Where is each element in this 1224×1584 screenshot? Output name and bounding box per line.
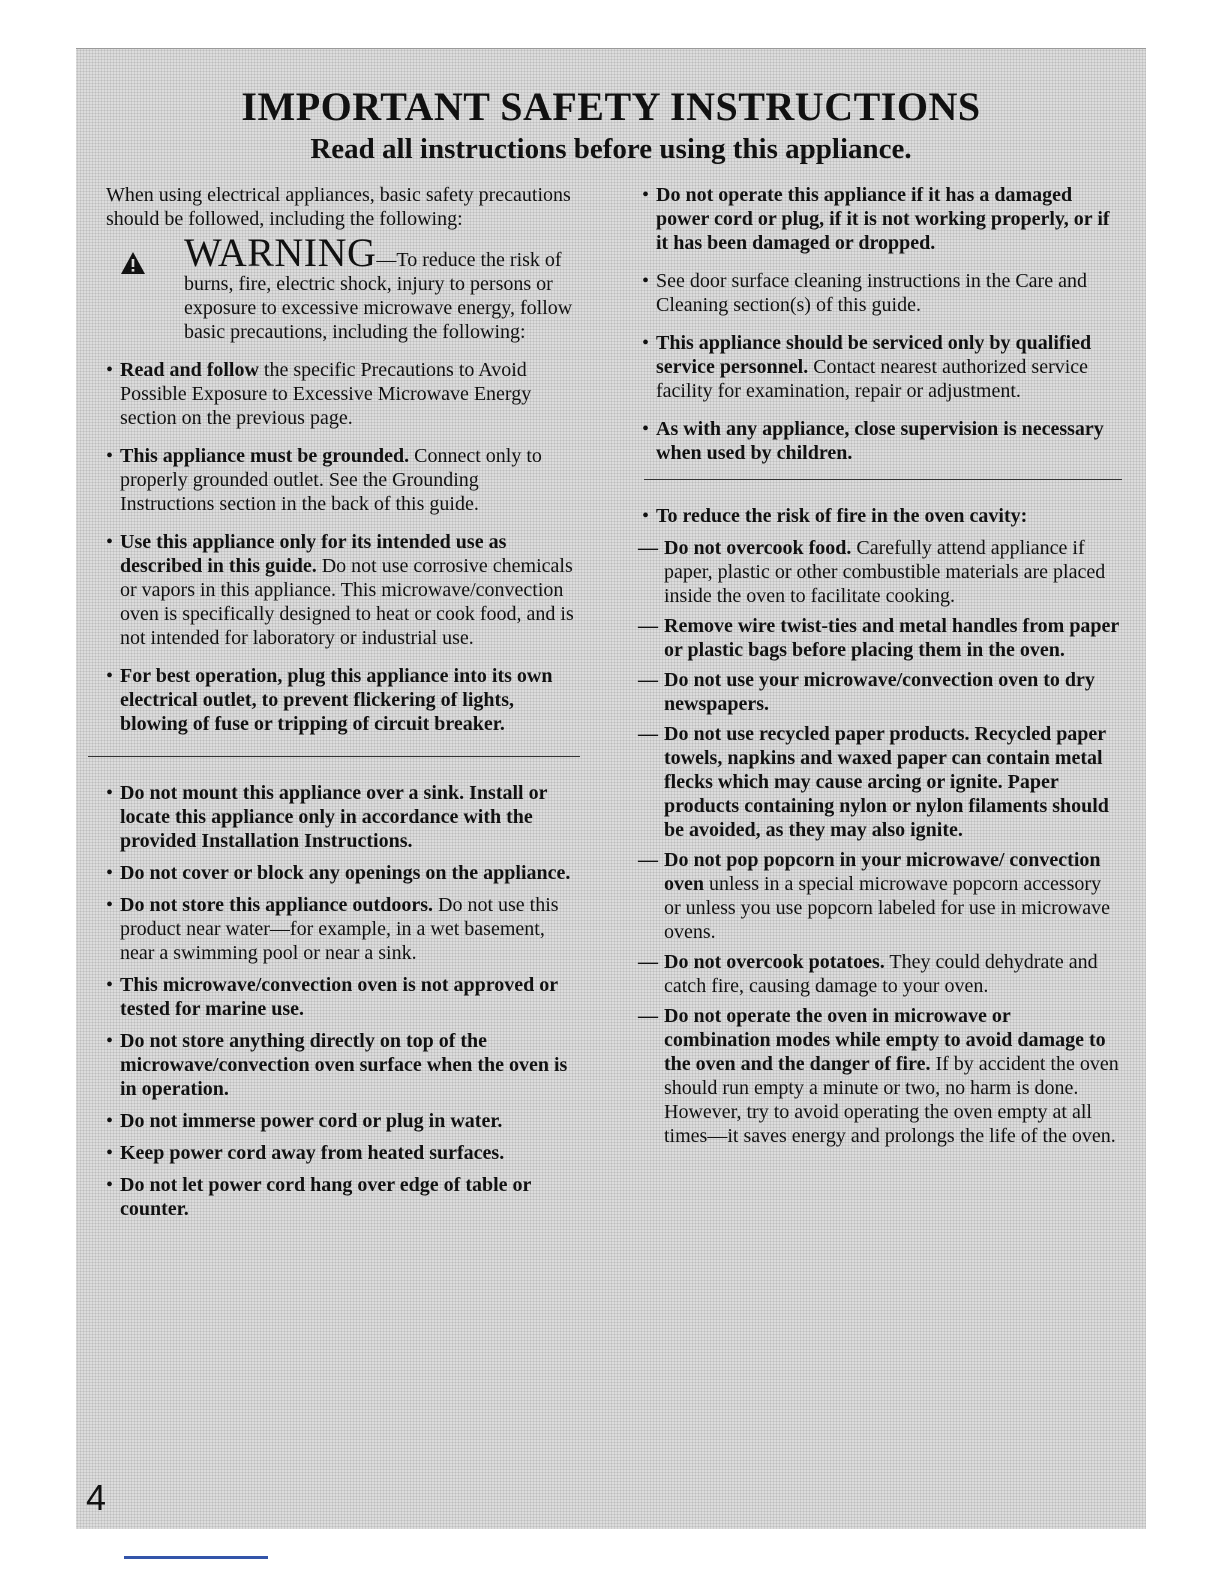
fire-item: [642, 668, 1122, 716]
safety-item-text: See door surface cleaning instructions in the Care and Cleaning section(s) of this guide.: [656, 270, 1087, 316]
safety-item-bold: Do not let power cord hang over edge of table or counter.: [120, 1174, 532, 1220]
safety-item: [106, 1029, 576, 1101]
safety-item-bold: Do not store anything directly on top of the microwave/convection oven surface when the oven is in operation.: [120, 1030, 568, 1100]
safety-item: [106, 1109, 576, 1133]
safety-item: [106, 973, 576, 1021]
warning-block: [106, 230, 576, 344]
fire-item: [642, 614, 1122, 662]
intro-text: When using electrical appliances, basic safety precautions should be followed, including the following:: [106, 184, 571, 230]
divider: [88, 756, 580, 757]
fire-item-bold: Do not use recycled paper products. Recycled paper towels, napkins and waxed paper can contain metal flecks which may cause arcing or ignite. Paper products containing nylon or nylon filaments should be avoided, as they may also ignite.: [664, 723, 1109, 841]
safety-item: [106, 1173, 576, 1221]
safety-item-bold: Use this appliance only for its intended use as described in this guide.: [120, 531, 507, 577]
safety-item-bold: For best operation, plug this appliance into its own electrical outlet, to prevent flickering of lights, blowing of fuse or tripping of circuit breaker.: [120, 665, 553, 735]
fire-item-bold: Do not pop popcorn in your microwave/ convection oven: [664, 849, 1101, 895]
fire-item-bold: Remove wire twist-ties and metal handles from paper or plastic bags before placing them in the oven.: [664, 615, 1119, 661]
page-number: 4: [86, 1477, 107, 1518]
safety-item: [106, 781, 576, 853]
fire-heading: To reduce the risk of fire in the oven cavity:: [656, 505, 1028, 527]
left-list-a: [106, 358, 576, 736]
safety-item-bold: This appliance should be serviced only by qualified service personnel.: [656, 332, 1092, 378]
fire-item-text: Carefully attend appliance if paper, plastic or other combustible materials are placed inside the oven to facilitate cooking.: [664, 537, 1106, 607]
warning-triangle-icon: [120, 251, 146, 275]
right-list: [642, 183, 1122, 465]
safety-item-bold: Do not store this appliance outdoors.: [120, 894, 433, 916]
fire-item-bold: Do not overcook potatoes.: [664, 951, 885, 973]
fire-item: [642, 950, 1122, 998]
safety-item-bold: Do not cover or block any openings on the appliance.: [120, 862, 571, 884]
safety-item: [106, 664, 576, 736]
safety-item-bold: Read and follow: [120, 359, 259, 381]
fire-item: [642, 536, 1122, 608]
right-column: [642, 183, 1122, 1154]
fire-item-bold: Do not use your microwave/convection oven to dry newspapers.: [664, 669, 1095, 715]
safety-item: [642, 417, 1122, 465]
warning-heading: WARNING: [184, 230, 377, 275]
safety-item: [106, 861, 576, 885]
safety-item: [106, 893, 576, 965]
fire-item-text: unless in a special microwave popcorn accessory or unless you use popcorn labeled for use in microwave ovens.: [664, 873, 1110, 943]
safety-item-text: Do not use corrosive chemicals or vapors in this appliance. This microwave/convection oven is specifically designed to heat or cook food, and is not intended for laboratory or industrial use.: [120, 555, 574, 649]
safety-item-bold: Do not mount this appliance over a sink. Install or locate this appliance only in accordance with the provided Installation Instructions.: [120, 782, 548, 852]
safety-item: [106, 358, 576, 430]
fire-item-bold: Do not overcook food.: [664, 537, 852, 559]
footer-line: [124, 1556, 268, 1559]
fire-list: [642, 536, 1122, 1148]
safety-item: [642, 269, 1122, 317]
safety-item-bold: This microwave/convection oven is not approved or tested for marine use.: [120, 974, 558, 1020]
fire-item-bold: Do not operate the oven in microwave or combination modes while empty to avoid damage to the oven and the danger of fire.: [664, 1005, 1106, 1075]
fire-item: [642, 1004, 1122, 1148]
safety-item-text: the specific Precautions to Avoid Possible Exposure to Excessive Microwave Energy section on the previous page.: [120, 359, 532, 429]
safety-item: [106, 444, 576, 516]
safety-item: [106, 1141, 576, 1165]
fire-item-text: If by accident the oven should run empty a minute or two, no harm is done. However, try to avoid operating the oven empty at all times—it saves energy and prolongs the life of the oven.: [664, 1053, 1119, 1147]
fire-item-text: They could dehydrate and catch fire, causing damage to your oven.: [664, 951, 1098, 997]
safety-panel: [76, 48, 1146, 1529]
warning-text: —To reduce the risk of burns, fire, electric shock, injury to persons or exposure to excessive microwave energy, follow basic precautions, including the following:: [184, 249, 573, 343]
safety-item: [642, 331, 1122, 403]
safety-item-text: Contact nearest authorized service facility for examination, repair or adjustment.: [656, 356, 1089, 402]
divider: [644, 479, 1122, 480]
page-title: IMPORTANT SAFETY INSTRUCTIONS: [241, 84, 981, 129]
left-list-b: [106, 781, 576, 1221]
fire-item: [642, 722, 1122, 842]
fire-heading-item: [642, 504, 1122, 528]
safety-item: [106, 530, 576, 650]
safety-item-bold: Keep power cord away from heated surfaces.: [120, 1142, 505, 1164]
page-subtitle: Read all instructions before using this appliance.: [310, 133, 912, 165]
safety-item-bold: This appliance must be grounded.: [120, 445, 410, 467]
safety-item-bold: Do not operate this appliance if it has a damaged power cord or plug, if it is not working properly, or if it has been damaged or dropped.: [656, 184, 1110, 254]
safety-item-text: Do not use this product near water—for example, in a wet basement, near a swimming pool or near a sink.: [120, 894, 559, 964]
left-column: [106, 183, 576, 1229]
fire-item: [642, 848, 1122, 944]
safety-item: [642, 183, 1122, 255]
safety-item-bold: As with any appliance, close supervision is necessary when used by children.: [656, 418, 1104, 464]
safety-item-bold: Do not immerse power cord or plug in water.: [120, 1110, 503, 1132]
safety-item-text: Connect only to properly grounded outlet. See the Grounding Instructions section in the back of this guide.: [120, 445, 542, 515]
